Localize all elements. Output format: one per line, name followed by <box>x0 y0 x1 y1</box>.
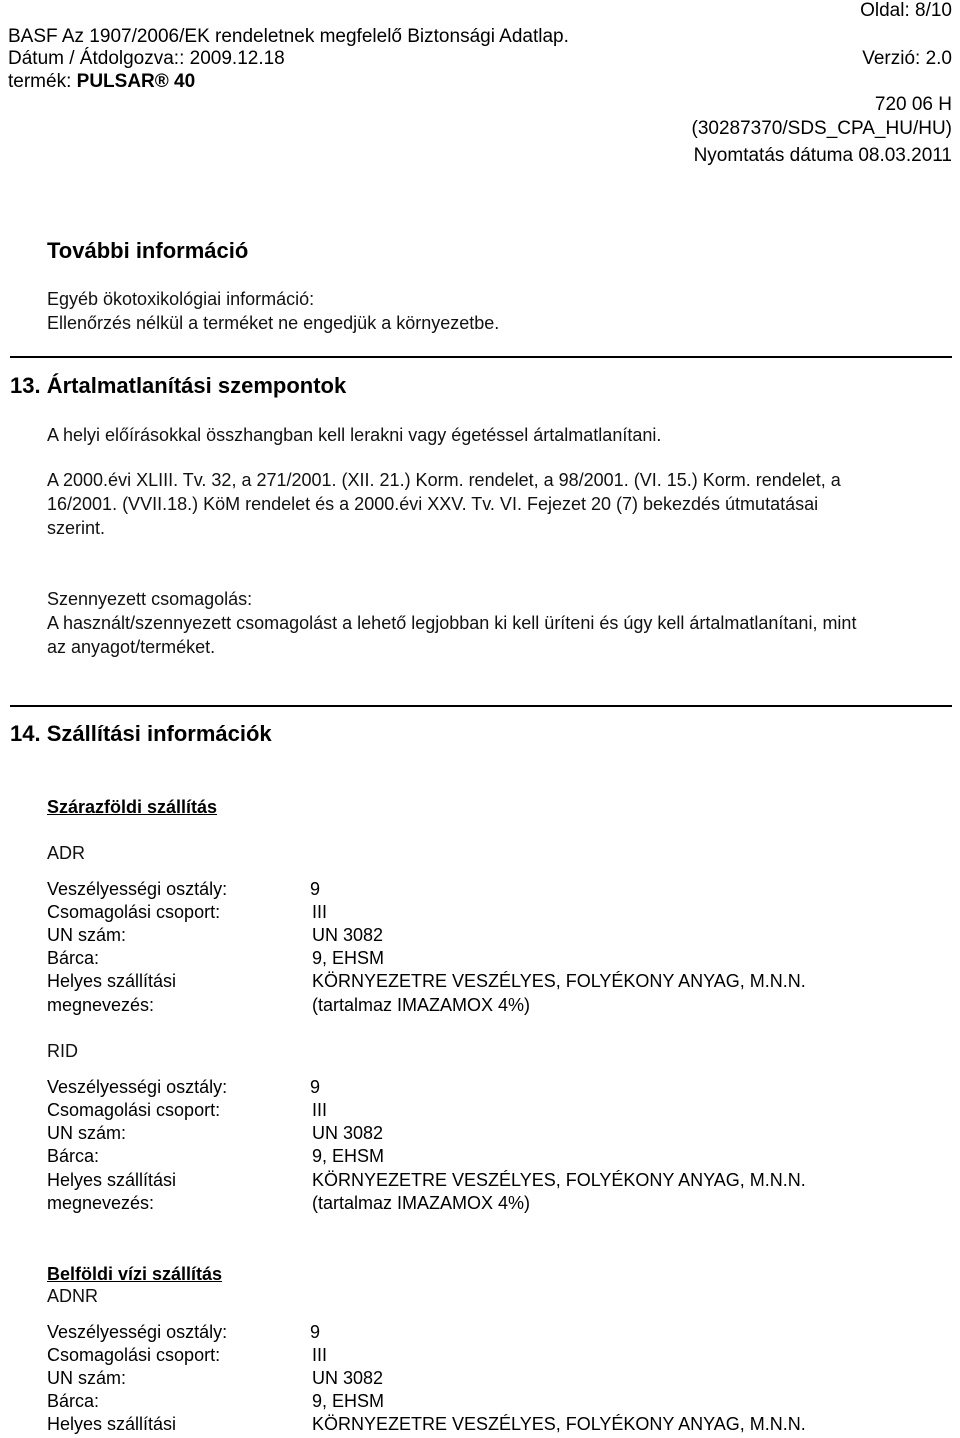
revision-date: Dátum / Átdolgozva:: 2009.12.18 <box>8 48 285 69</box>
product-code: 720 06 H <box>874 94 952 115</box>
row-value: UN 3082 <box>312 1368 384 1388</box>
row-value: UN 3082 <box>312 925 384 945</box>
row-value: UN 3082 <box>312 1123 384 1143</box>
row-value: III <box>312 902 328 922</box>
row-value: 9 <box>310 1322 321 1342</box>
row-label: Bárca: <box>47 1146 100 1166</box>
row-label: UN szám: <box>47 1368 127 1388</box>
row-value: KÖRNYEZETRE VESZÉLYES, FOLYÉKONY ANYAG, M.N.N. <box>312 971 806 991</box>
row-label: UN szám: <box>47 1123 127 1143</box>
row-label: Helyes szállítási <box>47 1414 177 1434</box>
row-label: Csomagolási csoport: <box>47 1100 221 1120</box>
document-title: BASF Az 1907/2006/EK rendeletnek megfelelő Biztonsági Adatlap. <box>8 26 569 47</box>
section-divider <box>10 356 952 358</box>
version: Verzió: 2.0 <box>862 48 952 69</box>
row-value: (tartalmaz IMAZAMOX 4%) <box>312 1193 531 1213</box>
row-value: 9, EHSM <box>312 1391 385 1411</box>
print-date: Nyomtatás dátuma 08.03.2011 <box>693 145 952 166</box>
row-label: UN szám: <box>47 925 127 945</box>
row-label: Veszélyességi osztály: <box>47 879 228 899</box>
packaging-line-1: A használt/szennyezett csomagolást a lehető legjobban ki kell üríteni és úgy kell ártalmatlanítani, mint <box>47 613 857 633</box>
row-label: Veszélyességi osztály: <box>47 1077 228 1097</box>
product-line <box>8 71 195 93</box>
regulation-line-2: 16/2001. (VVII.18.) KöM rendelet és a 2000.évi XXV. Tv. VI. Fejezet 20 (7) bekezdés útmutatásai <box>47 494 819 514</box>
row-value: 9, EHSM <box>312 1146 385 1166</box>
rid-title: RID <box>47 1041 78 1061</box>
section-divider <box>10 705 952 707</box>
product-label: termék: <box>8 71 72 92</box>
land-transport-heading: Szárazföldi szállítás <box>47 797 218 817</box>
row-value: KÖRNYEZETRE VESZÉLYES, FOLYÉKONY ANYAG, M.N.N. <box>312 1414 806 1434</box>
packaging-label: Szennyezett csomagolás: <box>47 589 253 609</box>
row-label: Csomagolási csoport: <box>47 1345 221 1365</box>
row-label: Csomagolási csoport: <box>47 902 221 922</box>
product-name: PULSAR <box>76 71 155 92</box>
ecotox-label: Egyéb ökotoxikológiai információ: <box>47 289 315 309</box>
packaging-line-2: az anyagot/terméket. <box>47 637 216 657</box>
sds-code: (30287370/SDS_CPA_HU/HU) <box>691 118 952 139</box>
row-label: megnevezés: <box>47 1193 155 1213</box>
row-label: Veszélyességi osztály: <box>47 1322 228 1342</box>
row-value: 9 <box>310 879 321 899</box>
disposal-instruction: A helyi előírásokkal összhangban kell lerakni vagy égetéssel ártalmatlanítani. <box>47 425 662 445</box>
adnr-title: ADNR <box>47 1286 99 1306</box>
row-value: 9, EHSM <box>312 948 385 968</box>
row-label: Bárca: <box>47 948 100 968</box>
page-number: Oldal: 8/10 <box>860 0 952 21</box>
row-label: megnevezés: <box>47 995 155 1015</box>
row-label: Bárca: <box>47 1391 100 1411</box>
product-suffix: ® 40 <box>154 71 196 92</box>
adr-title: ADR <box>47 843 86 863</box>
row-value: 9 <box>310 1077 321 1097</box>
row-value: KÖRNYEZETRE VESZÉLYES, FOLYÉKONY ANYAG, M.N.N. <box>312 1170 806 1190</box>
row-value: III <box>312 1345 328 1365</box>
section14-heading: 14. Szállítási információk <box>10 721 272 746</box>
row-value: (tartalmaz IMAZAMOX 4%) <box>312 995 531 1015</box>
ecotox-text: Ellenőrzés nélkül a terméket ne engedjük a környezetbe. <box>47 313 500 333</box>
regulation-line-1: A 2000.évi XLIII. Tv. 32, a 271/2001. (XII. 21.) Korm. rendelet, a 98/2001. (VI. 15.) Korm. rendelet, a <box>47 470 841 490</box>
inland-transport-heading: Belföldi vízi szállítás <box>47 1264 223 1284</box>
row-value: III <box>312 1100 328 1120</box>
further-info-heading: További információ <box>47 238 249 263</box>
regulation-line-3: szerint. <box>47 518 106 538</box>
section13-heading: 13. Ártalmatlanítási szempontok <box>10 373 347 398</box>
row-label: Helyes szállítási <box>47 971 177 991</box>
row-label: Helyes szállítási <box>47 1170 177 1190</box>
